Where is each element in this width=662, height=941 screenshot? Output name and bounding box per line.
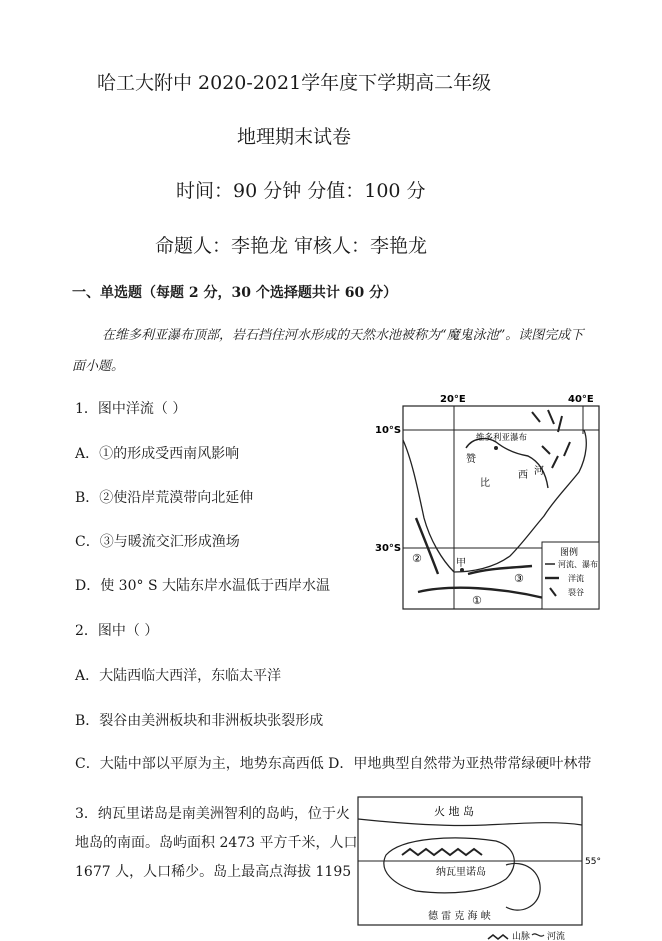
- map1-lat-10-label: 10°S: [375, 425, 402, 436]
- exam-time-score: 时间：90 分钟 分值：100 分: [176, 180, 426, 202]
- exam-authors: 命题人：李艳龙 审核人：李艳龙: [155, 235, 428, 257]
- southern-africa-map: [372, 390, 602, 612]
- map1-zambezi-4: 河: [534, 466, 544, 477]
- map2-lat-55-label: 55°: [585, 857, 601, 867]
- map1-lon-40-label: 40°E: [568, 394, 594, 405]
- question-2-option-b: B．裂谷由美洲板块和非洲板块张裂形成: [75, 713, 324, 729]
- map2-legend-mountain-symbol: [488, 935, 508, 939]
- section-heading: 一、单选题（每题 2 分，30 个选择题共计 60 分）: [72, 285, 398, 301]
- map1-zambezi-1: 赞: [466, 454, 476, 465]
- navarino-island-map: [356, 795, 601, 941]
- map1-legend-river: 河流、瀑布: [558, 560, 598, 569]
- question-2-option-cd: C．大陆中部以平原为主，地势东高西低 D．甲地典型自然带为亚热带常绿硬叶林带: [75, 756, 592, 772]
- map2-mountains: [402, 849, 482, 855]
- map2-tierra-coast: [358, 819, 582, 826]
- map1-lat-30-label: 30°S: [375, 543, 402, 554]
- question-3-stem: 3．纳瓦里诺岛是南美洲智利的岛屿，位于火地岛的南面。岛屿面积 2473 平方千米，人口 1677 人，人口稀少。岛上最高点海拔 1195: [75, 806, 358, 880]
- map2-strait-label: 德 雷 克 海 峡: [428, 911, 491, 922]
- map2-legend-mountain: 山脉: [512, 932, 531, 941]
- map1-falls-point: [494, 446, 498, 450]
- question-1-option-a: A．①的形成受西南风影响: [75, 446, 240, 462]
- map1-lon-20-label: 20°E: [440, 394, 466, 405]
- map2-navarino-label: 纳瓦里诺岛: [436, 867, 486, 878]
- map2-tierra-label: 火 地 岛: [434, 805, 474, 818]
- map1-falls-label: 维多利亚瀑布: [476, 433, 528, 443]
- exam-subtitle: 地理期末试卷: [237, 126, 352, 148]
- map1-legend-current: 洋流: [568, 574, 584, 583]
- exam-title: 哈工大附中 2020-2021学年度下学期高二年级: [97, 72, 492, 94]
- map1-current-3-label: ③: [514, 572, 524, 585]
- map1-legend-rift: 裂谷: [568, 588, 584, 597]
- map1-zambezi-3: 西: [518, 470, 528, 481]
- question-1-option-c: C．③与暖流交汇形成渔场: [75, 534, 240, 550]
- map2-legend-river: 河流: [547, 932, 566, 941]
- map2-legend-river-symbol: [532, 934, 544, 936]
- question-2-stem: 2．图中（ ）: [75, 623, 159, 639]
- question-1-stem: 1．图中洋流（ ）: [75, 401, 187, 417]
- question-1-option-b: B．②使沿岸荒漠带向北延伸: [75, 490, 254, 506]
- section-intro: 在维多利亚瀑布顶部，岩石挡住河水形成的天然水池被称为“魔鬼泳池”。读图完成下面小题。: [72, 328, 584, 374]
- question-1-option-d: D．使 30° S 大陆东岸水温低于西岸水温: [75, 578, 330, 594]
- map1-zambezi-river: [466, 439, 548, 488]
- map1-rift-marks: [532, 410, 570, 468]
- map1-legend-title: 图例: [560, 548, 579, 558]
- map2-nearby-island: [506, 863, 540, 910]
- map1-place-jia: 甲: [456, 558, 466, 569]
- question-2-option-a: A．大陆西临大西洋，东临太平洋: [75, 668, 282, 684]
- map1-current-2-label: ②: [412, 552, 422, 565]
- map2-navarino-outline: [384, 838, 514, 893]
- map1-current-1-label: ①: [472, 594, 482, 607]
- map1-zambezi-2: 比: [480, 478, 490, 489]
